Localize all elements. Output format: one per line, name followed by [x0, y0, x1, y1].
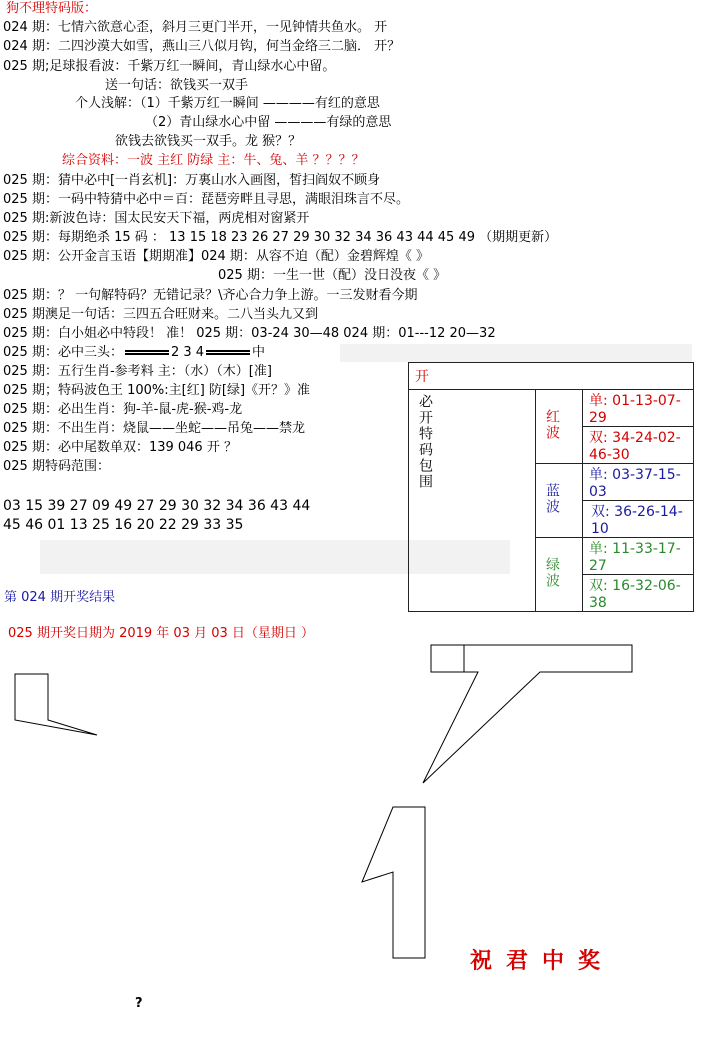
text-line: 025 期：？ 一句解特码？无错记录？\齐心合力争上游。一三发财看今期	[3, 288, 418, 303]
summary-line: 综合资料：一波 主红 防绿 主：牛、兔、羊 ？？？？	[62, 153, 365, 168]
draw-date: 025 期开奖日期为 2019 年 03 月 03 日（星期日 ）	[8, 626, 315, 641]
text-line: 024 期：二四沙漠大如雪，燕山三八似月钩，何当金络三二脑． 开？	[3, 39, 401, 54]
text-line: 025 期:新波色诗：国太民安天下福，两虎相对窗紧开	[3, 211, 310, 226]
text-line: （2）青山绿水心中留 ————有绿的意思	[145, 115, 392, 130]
san-tou-prefix: 025 期：必中三头：	[3, 345, 123, 360]
wish-text: 祝君中奖	[470, 948, 615, 974]
text-line: 025 期：不出生肖：烧鼠——坐蛇——吊兔——禁龙	[3, 421, 305, 436]
text-line: 025 期：每期绝杀 15 码 ： 13 15 18 23 26 27 29 30 32 34 36 43 44 45 49 （期期更新）	[3, 230, 558, 245]
text-line: 025 期：一码中特猜中必中＝百：琵琶旁畔且寻思，满眼泪珠言不尽。	[3, 192, 409, 207]
result-title: 第 024 期开奖结果	[4, 590, 116, 605]
san-tou-digits: 2 3 4	[170, 345, 205, 360]
wave-label-green: 绿波	[536, 538, 583, 612]
table-row: 单: 11-33-17-27	[583, 538, 694, 575]
wave-label-red: 红波	[536, 390, 583, 464]
text-line: 025 期：猜中必中[一肖玄机]：万裏山水入画图，皙扫阎奴不顾身	[3, 173, 381, 188]
placeholder-shape	[15, 674, 97, 735]
side-label: 必开特码包围	[417, 394, 433, 490]
question-mark: ?	[135, 996, 143, 1011]
text-line: 个人浅解：（1）千紫万红一瞬间 ————有红的意思	[75, 96, 380, 111]
text-line: 025 期;足球报看波：千紫万红一瞬间，青山绿水心中留。	[3, 59, 336, 74]
text-line: 025 期：公开金言玉语【期期准】024 期：从容不迫（配）金碧辉煌《 》	[3, 249, 430, 264]
text-line: 025 期特码范围：	[3, 459, 110, 474]
table-row: 单: 01-13-07-29	[583, 390, 694, 427]
san-tou-suffix: 中	[252, 345, 266, 360]
table-header: 开	[409, 363, 694, 390]
placeholder-shape	[431, 645, 464, 672]
range-numbers: 45 46 01 13 25 16 20 22 29 33 35	[3, 517, 244, 533]
page-title: 狗不理特码版：	[6, 1, 98, 16]
range-numbers: 03 15 39 27 09 49 27 29 30 32 34 36 43 44	[3, 498, 311, 514]
text-line: 025 期：必中尾数单双：139 046 开 ？	[3, 440, 237, 455]
text-line: 025 期：白小姐必中特段！ 准！ 025 期：03-24 30—48 024 期：01---12 20—32	[3, 326, 496, 341]
text-line: 送一句话：欲钱买一双手	[105, 78, 249, 93]
text-line: 025 期：五行生肖-参考料 主：（水）（木）[准]	[3, 364, 272, 379]
text-line: 025 期：一生一世（配）没日没夜《 》	[218, 268, 447, 283]
placeholder-shape	[362, 807, 425, 958]
table-row: 双: 36-26-14-10	[583, 501, 694, 538]
text-line: 025 期：必出生肖：狗-羊-鼠-虎-猴-鸡-龙	[3, 402, 243, 417]
table-row: 单: 03-37-15-03	[583, 464, 694, 501]
text-line: 025 期；特码波色王 100%:主[红] 防[绿]《开？》准	[3, 383, 311, 398]
text-line: 欲钱去欲钱买一双手。龙 猴？？	[115, 134, 302, 149]
table-row: 双: 34-24-02-46-30	[583, 427, 694, 464]
table-row: 双: 16-32-06-38	[583, 575, 694, 612]
wave-label-blue: 蓝波	[536, 464, 583, 538]
text-line: 024 期：七情六欲意心歪，斜月三更门半开，一见钟情共鱼水。 开	[3, 20, 388, 35]
text-line: 025 期澳足一句话：三四五合旺财来。二八当头九又到	[3, 307, 318, 322]
